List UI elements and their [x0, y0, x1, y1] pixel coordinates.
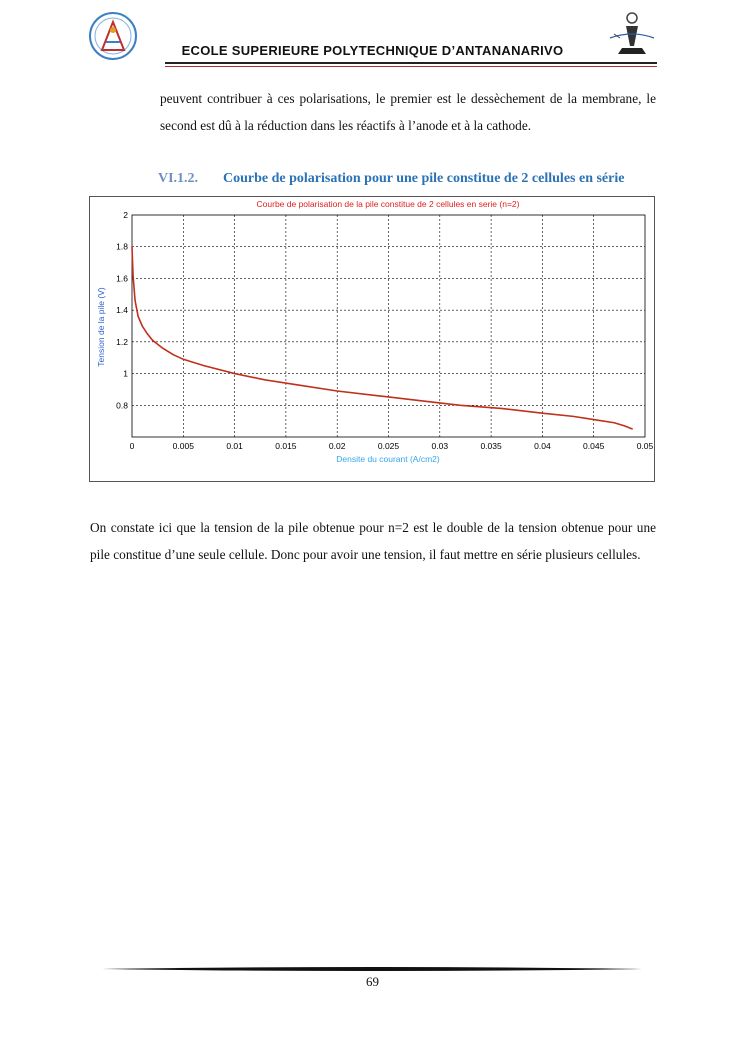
section-title: Courbe de polarisation pour une pile constitue de 2 cellules en série	[223, 171, 625, 186]
y-tick-label: 2	[123, 210, 128, 220]
x-tick-label: 0.025	[377, 441, 400, 451]
x-tick-label: 0.02	[328, 441, 346, 451]
x-tick-label: 0.035	[480, 441, 502, 451]
header-rule-accent	[165, 66, 657, 67]
y-axis-ticks	[116, 210, 128, 410]
x-tick-label: 0.01	[226, 441, 243, 451]
header-rule	[165, 62, 657, 64]
footer-rule	[102, 966, 642, 972]
x-tick-label: 0.03	[431, 441, 449, 451]
y-tick-label: 0.8	[116, 400, 128, 411]
x-tick-label: 0.015	[275, 441, 297, 451]
y-tick-label: 1.6	[116, 273, 128, 284]
x-tick-label: 0.005	[172, 441, 194, 451]
x-tick-label: 0	[129, 441, 135, 451]
section-number: VI.1.2.	[158, 171, 199, 186]
body-paragraph-1: peuvent contribuer à ces polarisations, le premier est le dessèchement de la membrane, le second est dû à la réduction dans les réactifs à l’anode et à la cathode.	[160, 91, 656, 133]
x-axis-label: Densite du courant (A/cm2)	[336, 454, 440, 464]
header-title: ECOLE SUPERIEURE POLYTECHNIQUE D’ANTANANARIVO	[181, 43, 564, 58]
x-tick-label: 0.05	[636, 441, 654, 451]
chart-title: Courbe de polarisation de la pile constitue de 2 cellules en serie (n=2)	[256, 199, 520, 209]
y-tick-label: 1	[123, 368, 128, 379]
polarization-chart	[90, 197, 654, 481]
x-tick-label: 0.04	[534, 441, 551, 451]
y-tick-label: 1.4	[116, 305, 128, 316]
section-heading	[158, 171, 658, 187]
chart-frame	[89, 196, 655, 482]
x-axis-ticks	[130, 441, 654, 451]
body-paragraph-2: On constate ici que la tension de la pile obtenue pour n=2 est le double de la tension obtenue pour une pile constitue d’une seule cellule. Donc pour avoir une tension, il faut mettre en série plusieurs cellules.	[90, 520, 656, 562]
y-axis-label: Tension de la pile (V)	[96, 287, 106, 367]
page-number: 69	[366, 974, 379, 989]
polarization-curve	[132, 247, 633, 429]
x-tick-label: 0.045	[583, 441, 605, 451]
y-tick-label: 1.2	[116, 336, 128, 347]
chart-grid	[132, 215, 645, 437]
y-tick-label: 1.8	[116, 241, 128, 252]
